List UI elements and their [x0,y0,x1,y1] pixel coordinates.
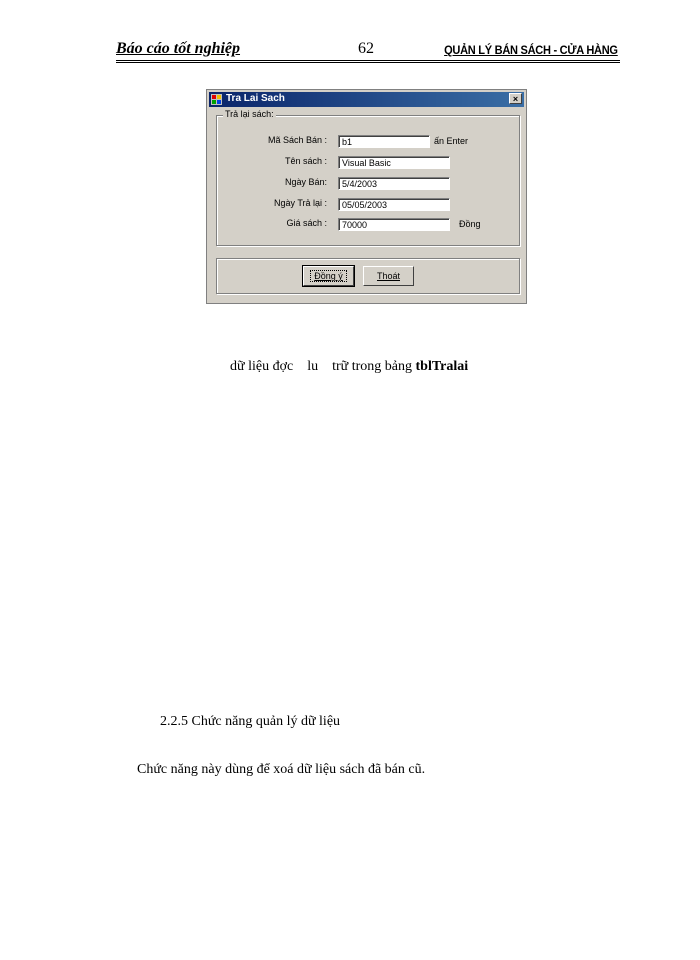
close-button[interactable] [509,93,522,104]
group-label: Trả lại sách: [225,109,274,119]
section-heading: 2.2.5 Chức năng quản lý dữ liệu [160,714,341,729]
book-name-label: Tên sách : [284,156,327,166]
price-label: Giá sách : [286,218,327,228]
caption-text: dữ liệu đợc lu trữ trong bảng [230,359,416,374]
book-code-input[interactable]: b1 [338,135,430,148]
return-date-input[interactable]: 05/05/2003 [338,198,450,211]
return-book-group [216,109,520,246]
header-divider-secondary [116,62,620,63]
price-input[interactable]: 70000 [338,218,450,231]
dialog-title: Tra Lai Sach [226,93,285,104]
page-number: 62 [358,40,374,57]
sale-date-input[interactable]: 5/4/2003 [338,177,450,190]
book-name-input[interactable]: Visual Basic [338,156,450,169]
return-book-dialog [206,89,527,304]
sale-date-label: Ngày Bán: [284,177,327,187]
body-paragraph: Chức năng này dùng để xoá dữ liệu sách đã bán cũ. [137,762,426,777]
enter-hint: ấn Enter [434,136,469,146]
project-title: QUẢN LÝ BÁN SÁCH - CỬA HÀNG [444,43,618,57]
exit-button[interactable] [363,266,414,286]
close-icon: × [512,94,519,104]
dialog-titlebar [209,92,524,107]
ok-button-label: Đồng ý [310,270,347,282]
app-icon [211,94,222,105]
return-date-label: Ngày Trả lại : [273,198,327,208]
exit-button-label: Thoát [376,271,400,281]
ok-button[interactable] [303,266,354,286]
figure-caption [230,359,468,375]
button-group [216,258,520,294]
table-name: tblTralai [415,359,469,374]
header-divider [116,60,620,61]
report-title: Báo cáo tốt nghiệp [116,40,241,57]
book-code-label: Mã Sách Bán : [267,135,327,145]
page-header [116,40,620,62]
price-unit: Đồng [459,219,481,229]
